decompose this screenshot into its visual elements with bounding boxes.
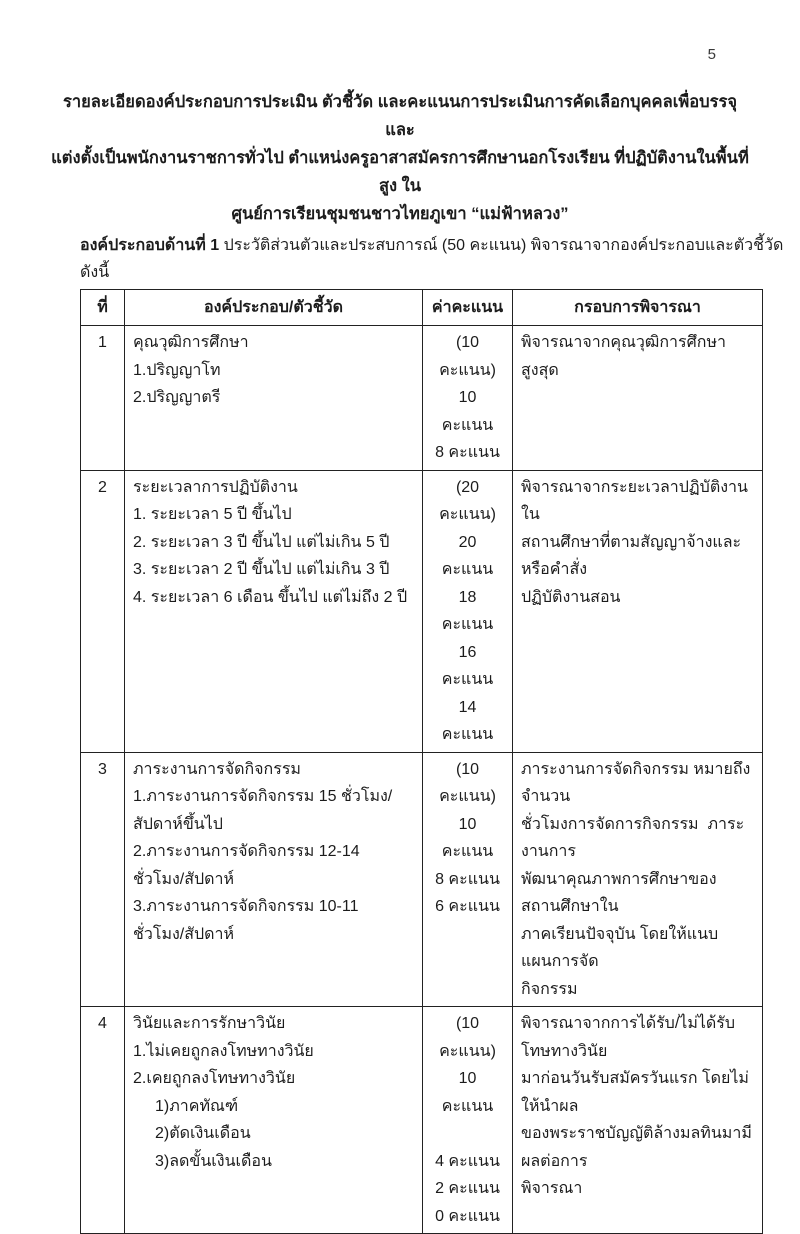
row-number: 1 [81, 326, 125, 471]
table-header-row [81, 290, 763, 326]
criteria-line: ภาระงานการจัดกิจกรรม หมายถึงจำนวน [521, 760, 751, 805]
score-line: (10 คะแนน) [439, 1015, 496, 1060]
row-number: 2 [81, 470, 125, 752]
item-line: 1.ไม่เคยถูกลงโทษทางวินัย [133, 1042, 314, 1060]
criteria-line: มาก่อนวันรับสมัครวันแรก โดยไม่ให้นำผล [521, 1070, 749, 1115]
page-number: 5 [707, 46, 716, 63]
score-line: (20 คะแนน) [439, 478, 496, 523]
item-line: 2. ระยะเวลา 3 ปี ขึ้นไป แต่ไม่เกิน 5 ปี [133, 533, 390, 551]
item-line: 2)ตัดเงินเดือน [155, 1125, 251, 1142]
item-line: วินัยและการรักษาวินัย [133, 1015, 286, 1032]
criteria-line: ภาคเรียนปัจจุบัน โดยให้แนบแผนการจัด [521, 925, 719, 970]
col-header-component: องค์ประกอบ/ตัวชี้วัด [125, 290, 423, 326]
row-scores [423, 470, 513, 752]
row-number: 4 [81, 1007, 125, 1234]
item-line: 1.ปริญญาโท [133, 361, 221, 379]
criteria-line: สถานศึกษาที่ตามสัญญาจ้างและหรือคำสั่ง [521, 533, 742, 578]
row-items [125, 752, 423, 1007]
table-row [81, 470, 763, 752]
score-line: 10 คะแนน [441, 815, 494, 860]
row-criteria [513, 1007, 763, 1234]
criteria-line: พัฒนาคุณภาพการศึกษาของสถานศึกษาใน [521, 870, 717, 915]
criteria-line: ของพระราชบัญญัติล้างมลทินมามีผลต่อการ [521, 1125, 752, 1170]
section-intro-text: ประวัติส่วนตัวและประสบการณ์ (50 คะแนน) พิจารณาจากองค์ประกอบและตัวชี้วัด ดังนี้ [80, 237, 788, 281]
criteria-line: ปฏิบัติงานสอน [521, 588, 621, 606]
item-line: 1)ภาคทัณฑ์ [155, 1097, 239, 1115]
row-items [125, 326, 423, 471]
score-line: 14 คะแนน [441, 698, 494, 743]
score-line: 8 คะแนน [435, 444, 500, 461]
score-line: 6 คะแนน [435, 898, 500, 915]
item-line: 1. ระยะเวลา 5 ปี ขึ้นไป [133, 506, 292, 523]
title-line-3: ศูนย์การเรียนชุมชนชาวไทยภูเขา “แม่ฟ้าหลวง” [231, 205, 569, 223]
row-criteria [513, 326, 763, 471]
row-criteria [513, 470, 763, 752]
score-line: 0 คะแนน [435, 1207, 500, 1225]
col-header-score: ค่าคะแนน [423, 290, 513, 326]
row-items [125, 1007, 423, 1234]
criteria-line: พิจารณา [521, 1180, 583, 1197]
score-line: 16 คะแนน [441, 643, 494, 688]
criteria-line: พิจารณาจากระยะเวลาปฏิบัติงานใน [521, 478, 748, 523]
col-header-criteria: กรอบการพิจารณา [513, 290, 763, 326]
item-line: 3. ระยะเวลา 2 ปี ขึ้นไป แต่ไม่เกิน 3 ปี [133, 561, 390, 578]
score-line: 20 คะแนน [441, 533, 494, 578]
section-intro-heading: องค์ประกอบด้านที่ 1 [80, 237, 220, 254]
item-line: คุณวุฒิการศึกษา [133, 334, 249, 351]
section-intro [80, 232, 800, 286]
item-line: 1.ภาระงานการจัดกิจกรรม 15 ชั่วโมง/สัปดาห์ขึ้นไป [133, 788, 393, 833]
score-line [431, 1120, 504, 1148]
score-line: 8 คะแนน [435, 870, 500, 888]
score-line: 10 คะแนน [441, 389, 494, 434]
table-row [81, 752, 763, 1007]
item-line: 3)ลดขั้นเงินเดือน [155, 1152, 272, 1170]
score-line: 10 คะแนน [441, 1070, 494, 1115]
row-items [125, 470, 423, 752]
criteria-line: กิจกรรม [521, 980, 578, 998]
item-line: 2.ภาระงานการจัดกิจกรรม 12-14 ชั่วโมง/สัปดาห์ [133, 843, 360, 888]
table-row [81, 326, 763, 471]
score-line: (10 คะแนน) [439, 760, 496, 805]
score-line: (10 คะแนน) [439, 334, 496, 379]
score-table [80, 289, 763, 1234]
criteria-line: พิจารณาจากการได้รับ/ไม่ได้รับโทษทางวินัย [521, 1015, 736, 1060]
row-scores [423, 752, 513, 1007]
item-line: 4. ระยะเวลา 6 เดือน ขึ้นไป แต่ไม่ถึง 2 ปี [133, 588, 408, 606]
title-line-2: แต่งตั้งเป็นพนักงานราชการทั่วไป ตำแหน่งครูอาสาสมัครการศึกษานอกโรงเรียน ที่ปฏิบัติงานในพื้นที่สูง ใน [51, 149, 749, 195]
criteria-line: พิจารณาจากคุณวุฒิการศึกษาสูงสุด [521, 334, 726, 379]
title-line-1: รายละเอียดองค์ประกอบการประเมิน ตัวชี้วัด และคะแนนการประเมินการคัดเลือกบุคคลเพื่อบรรจุและ [62, 93, 737, 139]
table-row [81, 1007, 763, 1234]
item-line: 3.ภาระงานการจัดกิจกรรม 10-11 ชั่วโมง/สัปดาห์ [133, 898, 359, 943]
item-line: ภาระงานการจัดกิจกรรม [133, 760, 301, 778]
criteria-line: ชั่วโมงการจัดการกิจกรรม ภาระงานการ [521, 815, 745, 860]
document-title [50, 0, 750, 228]
item-line: 2.เคยถูกลงโทษทางวินัย [133, 1070, 296, 1087]
row-scores [423, 326, 513, 471]
item-line: 2.ปริญญาตรี [133, 389, 221, 406]
item-line: ระยะเวลาการปฏิบัติงาน [133, 478, 298, 496]
score-line: 4 คะแนน [435, 1152, 500, 1170]
score-line: 18 คะแนน [441, 588, 494, 633]
row-number: 3 [81, 752, 125, 1007]
row-scores [423, 1007, 513, 1234]
col-header-no: ที่ [81, 290, 125, 326]
score-line: 2 คะแนน [435, 1180, 500, 1197]
row-criteria [513, 752, 763, 1007]
